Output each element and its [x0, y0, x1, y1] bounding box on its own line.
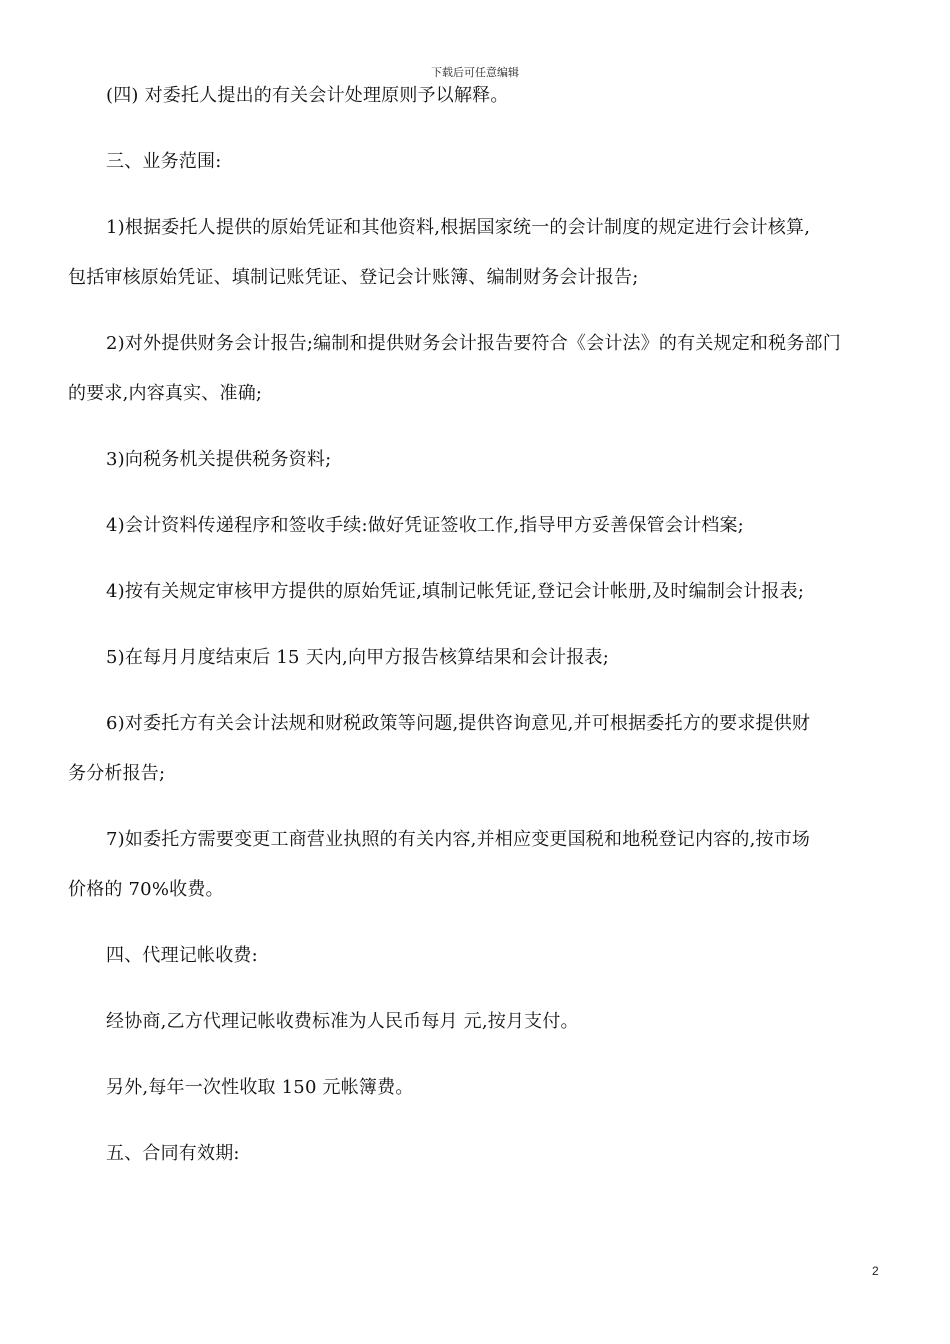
paragraph-line: 务分析报告; [68, 763, 166, 784]
section-heading: 五、合同有效期: [106, 1143, 240, 1164]
paragraph-line: 另外,每年一次性收取 150 元帐簿费。 [106, 1077, 414, 1098]
paragraph-line: 6)对委托方有关会计法规和财税政策等问题,提供咨询意见,并可根据委托方的要求提供财 [106, 713, 811, 734]
paragraph-line: 包括审核原始凭证、填制记账凭证、登记会计账簿、编制财务会计报告; [68, 267, 639, 288]
paragraph-line: 价格的 70%收费。 [68, 879, 224, 900]
paragraph-line: 7)如委托方需要变更工商营业执照的有关内容,并相应变更国税和地税登记内容的,按市场 [106, 829, 811, 850]
section-heading: 四、代理记帐收费: [106, 945, 258, 966]
paragraph-line: 3)向税务机关提供税务资料; [106, 449, 332, 470]
paragraph-line: 2)对外提供财务会计报告;编制和提供财务会计报告要符合《会计法》的有关规定和税务部门 [106, 333, 841, 354]
paragraph-line: 5)在每月月度结束后 15 天内,向甲方报告核算结果和会计报表; [106, 647, 610, 668]
paragraph-line: (四) 对委托人提出的有关会计处理原则予以解释。 [106, 85, 509, 106]
paragraph-line: 4)按有关规定审核甲方提供的原始凭证,填制记帐凭证,登记会计帐册,及时编制会计报表; [106, 581, 805, 602]
paragraph-line: 的要求,内容真实、准确; [68, 383, 263, 404]
paragraph-line: 1)根据委托人提供的原始凭证和其他资料,根据国家统一的会计制度的规定进行会计核算, [106, 217, 811, 238]
paragraph-line: 4)会计资料传递程序和签收手续:做好凭证签收工作,指导甲方妥善保管会计档案; [106, 515, 744, 536]
paragraph-line: 经协商,乙方代理记帐收费标准为人民币每月 元,按月支付。 [106, 1011, 579, 1032]
section-heading: 三、业务范围: [106, 151, 222, 172]
page-number: 2 [872, 1264, 879, 1278]
header-note: 下载后可任意编辑 [431, 66, 519, 79]
